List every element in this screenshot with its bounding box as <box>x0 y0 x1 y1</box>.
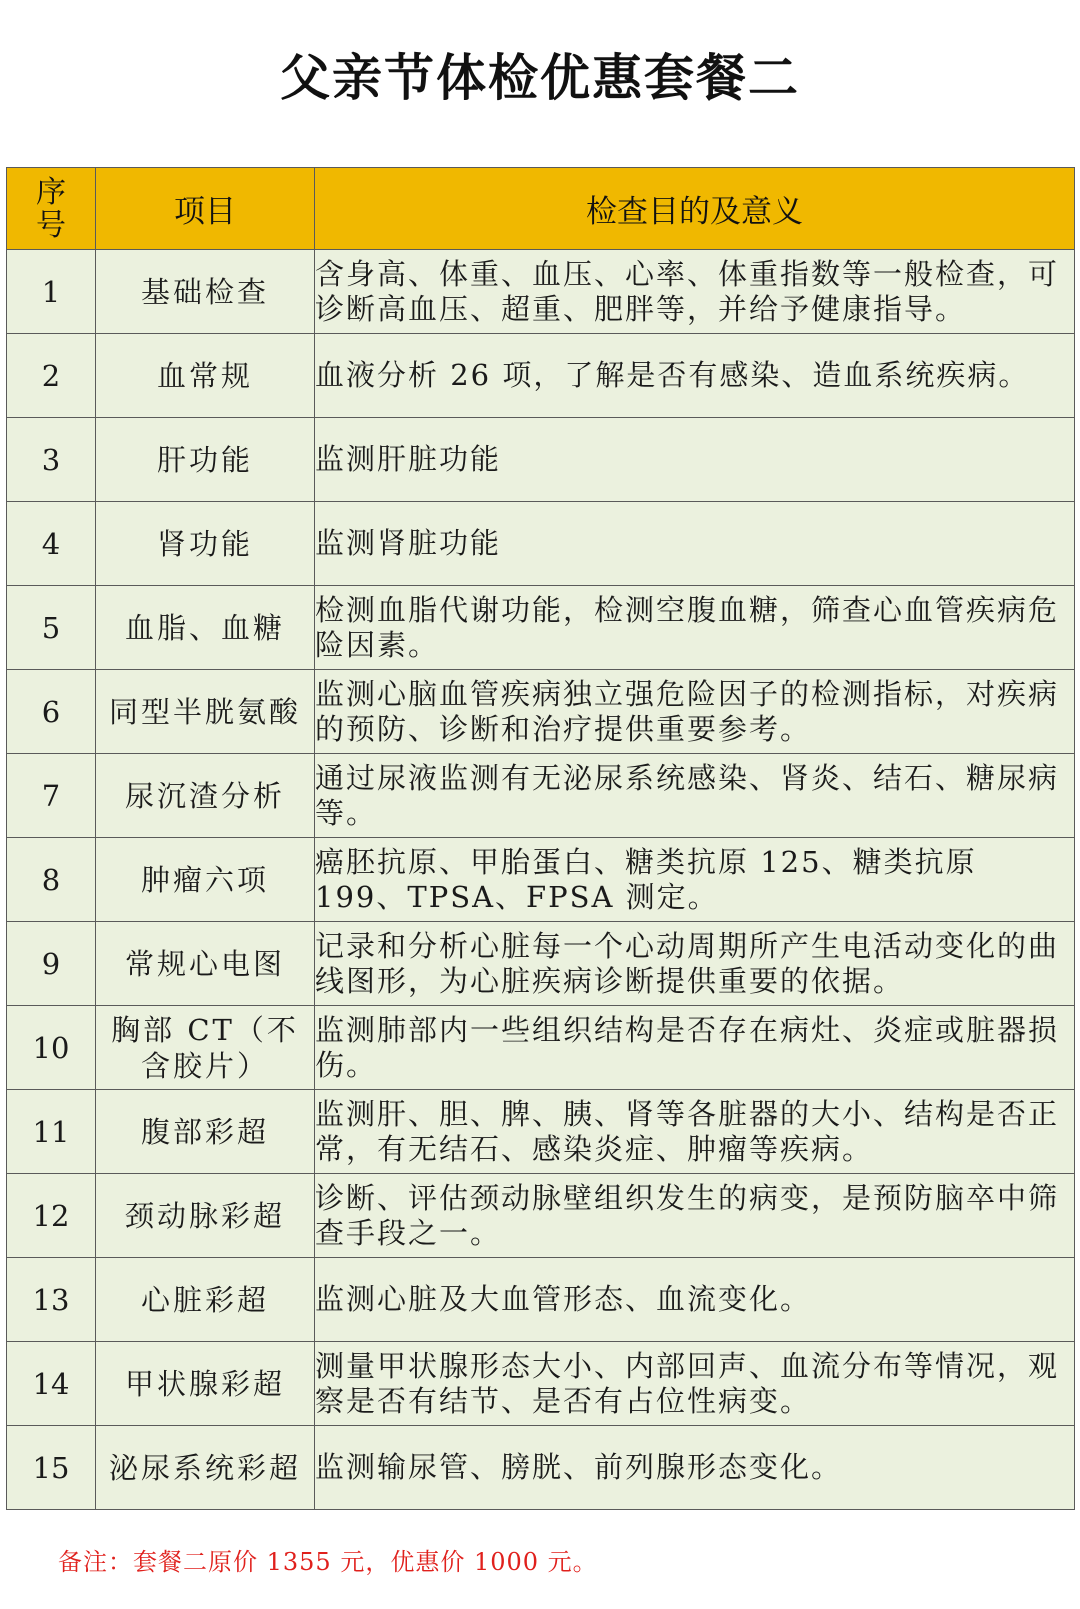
row-description: 血液分析 26 项，了解是否有感染、造血系统疾病。 <box>315 334 1075 418</box>
row-description: 检测血脂代谢功能，检测空腹血糖，筛查心血管疾病危险因素。 <box>315 586 1075 670</box>
table-body <box>7 250 1075 1510</box>
table-row <box>7 922 1075 1006</box>
checkup-table <box>6 167 1075 1510</box>
row-number: 15 <box>7 1426 96 1510</box>
row-number: 4 <box>7 502 96 586</box>
row-number: 14 <box>7 1342 96 1426</box>
table-row <box>7 1006 1075 1090</box>
row-item: 颈动脉彩超 <box>96 1174 315 1258</box>
price-note: 备注：套餐二原价 1355 元，优惠价 1000 元。 <box>58 1548 598 1576</box>
table-row <box>7 1342 1075 1426</box>
row-description: 癌胚抗原、甲胎蛋白、糖类抗原 125、糖类抗原 199、TPSA、FPSA 测定。 <box>315 838 1075 922</box>
table-row <box>7 1174 1075 1258</box>
table-row <box>7 838 1075 922</box>
table-header-row <box>7 168 1075 250</box>
table-row <box>7 502 1075 586</box>
row-description: 测量甲状腺形态大小、内部回声、血流分布等情况，观察是否有结节、是否有占位性病变。 <box>315 1342 1075 1426</box>
row-number: 1 <box>7 250 96 334</box>
row-number: 12 <box>7 1174 96 1258</box>
row-number: 7 <box>7 754 96 838</box>
row-description: 监测输尿管、膀胱、前列腺形态变化。 <box>315 1426 1075 1510</box>
row-item: 血脂、血糖 <box>96 586 315 670</box>
table-row <box>7 418 1075 502</box>
header-purpose: 检查目的及意义 <box>315 168 1075 250</box>
row-item: 尿沉渣分析 <box>96 754 315 838</box>
row-description: 监测心脑血管疾病独立强危险因子的检测指标，对疾病的预防、诊断和治疗提供重要参考。 <box>315 670 1075 754</box>
table-row <box>7 334 1075 418</box>
row-description: 含身高、体重、血压、心率、体重指数等一般检查，可诊断高血压、超重、肥胖等，并给予健康指导。 <box>315 250 1075 334</box>
row-description: 监测肾脏功能 <box>315 502 1075 586</box>
header-item: 项目 <box>96 168 315 250</box>
row-item: 甲状腺彩超 <box>96 1342 315 1426</box>
row-number: 3 <box>7 418 96 502</box>
table-row <box>7 670 1075 754</box>
row-item: 泌尿系统彩超 <box>96 1426 315 1510</box>
row-item: 腹部彩超 <box>96 1090 315 1174</box>
row-item: 肿瘤六项 <box>96 838 315 922</box>
table-row <box>7 754 1075 838</box>
row-number: 13 <box>7 1258 96 1342</box>
row-number: 2 <box>7 334 96 418</box>
row-description: 通过尿液监测有无泌尿系统感染、肾炎、结石、糖尿病等。 <box>315 754 1075 838</box>
row-number: 5 <box>7 586 96 670</box>
table-row <box>7 1258 1075 1342</box>
table-row <box>7 250 1075 334</box>
row-number: 9 <box>7 922 96 1006</box>
row-description: 监测心脏及大血管形态、血流变化。 <box>315 1258 1075 1342</box>
row-number: 6 <box>7 670 96 754</box>
row-description: 监测肝脏功能 <box>315 418 1075 502</box>
row-number: 10 <box>7 1006 96 1090</box>
row-number: 11 <box>7 1090 96 1174</box>
row-item: 常规心电图 <box>96 922 315 1006</box>
row-item: 同型半胱氨酸 <box>96 670 315 754</box>
row-item: 胸部 CT（不含胶片） <box>96 1006 315 1090</box>
header-seq-label: 序 号 <box>36 174 66 243</box>
table-row <box>7 1426 1075 1510</box>
row-description: 诊断、评估颈动脉壁组织发生的病变，是预防脑卒中筛查手段之一。 <box>315 1174 1075 1258</box>
row-description: 监测肺部内一些组织结构是否存在病灶、炎症或脏器损伤。 <box>315 1006 1075 1090</box>
row-item: 基础检查 <box>96 250 315 334</box>
page-title: 父亲节体检优惠套餐二 <box>280 49 800 107</box>
table-row <box>7 586 1075 670</box>
row-item: 心脏彩超 <box>96 1258 315 1342</box>
header-seq <box>7 168 96 250</box>
row-description: 监测肝、胆、脾、胰、肾等各脏器的大小、结构是否正常，有无结石、感染炎症、肿瘤等疾病。 <box>315 1090 1075 1174</box>
row-item: 肾功能 <box>96 502 315 586</box>
row-description: 记录和分析心脏每一个心动周期所产生电活动变化的曲线图形，为心脏疾病诊断提供重要的依据。 <box>315 922 1075 1006</box>
row-item: 血常规 <box>96 334 315 418</box>
row-item: 肝功能 <box>96 418 315 502</box>
table-row <box>7 1090 1075 1174</box>
row-number: 8 <box>7 838 96 922</box>
